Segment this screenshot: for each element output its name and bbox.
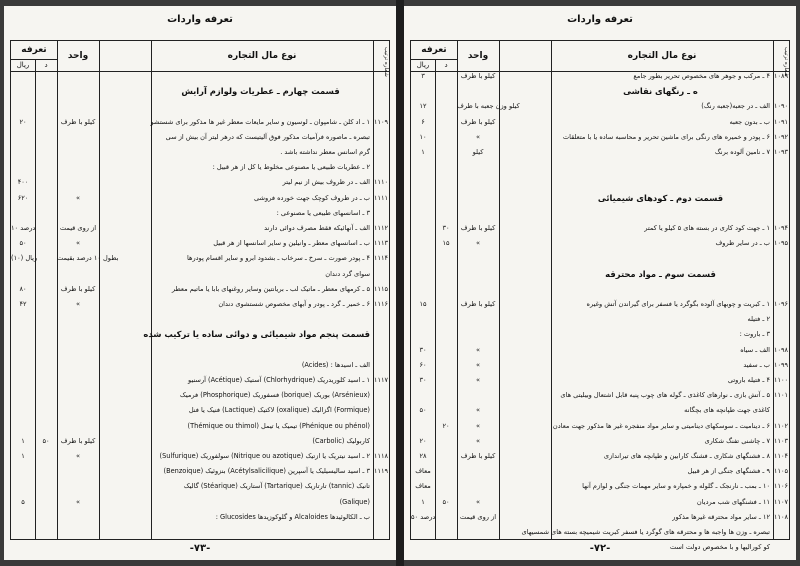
cell-num: ۱۱۱۶ <box>373 300 389 308</box>
table-row <box>411 314 789 325</box>
cell-dinar: ۱۵ <box>442 239 450 248</box>
cell-rial: ۵۰ <box>419 406 427 415</box>
cell-rial: ۳ <box>421 72 425 80</box>
cell-num: ۱۱۰۶ <box>773 482 789 491</box>
table-row <box>411 177 789 188</box>
table-row <box>11 299 389 310</box>
cell-unit: کیلو با ظرف <box>60 284 96 293</box>
table-row <box>11 421 389 432</box>
cell-desc: ۳ ـ باروت : <box>739 330 770 339</box>
cell-num: ۱۱۰۳ <box>773 436 789 445</box>
cell-num: ۱۱۰۰ <box>773 376 789 384</box>
cell-num: ۱۱۰۲ <box>773 421 789 430</box>
col-rial: ریال <box>16 61 30 69</box>
cell-num: ۱۰۹۶ <box>773 300 789 308</box>
table-row <box>411 451 789 462</box>
table-row <box>11 71 389 82</box>
col-desc: نوع مال التجاره <box>227 51 297 61</box>
cell-unit: کیلو با ظرف <box>460 224 496 232</box>
table-row <box>411 497 789 508</box>
cell-unit: کیلو با ظرف <box>460 72 496 80</box>
cell-num: ۱۱۱۴ <box>373 254 389 263</box>
cell-desc: (Phénique ou phénol) تیمیک یا تیمل (Thémique ou thimol) <box>187 421 370 430</box>
cell-rial: ۳۰ <box>419 376 427 384</box>
cell-desc: ۱ ـ جهت کود کاری در بسته های ۵ کیلو یا کمتر <box>644 224 770 232</box>
cell-rial: ۶ <box>421 117 425 126</box>
table-row <box>411 329 789 340</box>
table-row <box>411 345 789 356</box>
cell-unit: بطول ۱۰ درصد بقیمت <box>57 254 119 263</box>
cell-unit: « <box>475 132 481 141</box>
cell-desc: ۱۱ ـ فشنگهای شب مردیان <box>696 497 770 506</box>
cell-rial: ۱۲ <box>419 102 427 111</box>
table-row <box>411 132 789 143</box>
cell-rial: ۴۲ <box>19 300 27 308</box>
page-header: تعرفه واردات <box>567 14 633 25</box>
col-num: شماره ترتیب <box>783 47 789 77</box>
table-row <box>411 405 789 416</box>
cell-rial: ۱۰ درصد <box>11 224 36 232</box>
cell-num: ۱۰۹۱ <box>773 117 789 126</box>
table-row <box>11 390 389 401</box>
cell-desc: کاربولیک (Carbolic) <box>312 436 370 445</box>
table-row <box>411 238 789 249</box>
tariff-table <box>10 40 390 540</box>
table-row <box>11 512 389 523</box>
table-row <box>11 162 389 173</box>
cell-desc: ۵ ـ کرمهای معطر ـ ماتیک لب ـ بریانتین وسایر روغنهای بابا یا ماتیم معطر <box>171 284 370 293</box>
section-heading <box>411 86 789 97</box>
cell-desc: ۲ ـ فتیله <box>747 315 770 324</box>
cell-desc: (Formique) اگزالیک (oxalique) لاکتیک (Lactique) فنیک یا فنل <box>188 406 370 415</box>
table-row <box>411 162 789 173</box>
cell-num: ۱۱۰۵ <box>773 467 789 476</box>
cell-unit: « <box>475 406 481 415</box>
cell-desc: ب ـ بدون جعبه <box>729 117 770 126</box>
cell-unit: کیلو با ظرف <box>60 436 96 445</box>
cell-desc: الف ـ آنهائیکه فقط مصرف دوائی دارند <box>264 224 370 232</box>
col-tariff: تعرفه <box>21 45 47 55</box>
cell-desc: الف ـ اسیدها : (Acides) <box>301 360 370 369</box>
cell-num: ۱۱۰۸ <box>773 512 789 521</box>
table-row <box>411 299 789 310</box>
cell-desc: کو کورالیها و با مخصوص دولت است <box>669 543 770 552</box>
cell-desc: ۷ ـ نامین آلوده برنگ <box>714 148 770 156</box>
table-row <box>11 117 389 128</box>
table-row <box>11 314 389 325</box>
page-number: -۷۳- <box>189 543 211 554</box>
cell-unit: « <box>75 452 81 460</box>
table-row <box>411 223 789 234</box>
cell-rial: ۶۲۰ <box>17 193 29 202</box>
col-dinar: د <box>444 61 448 69</box>
cell-desc: ۱۰ ـ بمب ـ نارنجک ـ گلوله و خمپاره و سایر مهمات جنگی و لوازم آنها <box>582 482 770 491</box>
right-page <box>404 6 796 560</box>
cell-num: ۱۱۰۷ <box>773 497 789 506</box>
table-row <box>11 436 389 447</box>
cell-desc: تبصره ـ ماصوره فرآمیات مذکور فوق آلیتیست که درهر لیتر آن بیش از سی <box>165 132 370 141</box>
cell-dinar: ۵۰ <box>442 497 450 506</box>
page-number: -۷۲- <box>589 543 611 554</box>
cell-unit: کیلو <box>472 148 484 156</box>
cell-unit: « <box>75 239 81 248</box>
section-heading <box>411 269 789 280</box>
table-row <box>11 360 389 371</box>
cell-rial: ۸۰ <box>19 284 27 293</box>
table-row <box>411 512 789 523</box>
cell-desc: ۸ ـ فشنگهای شکاری ـ فشنگ کارابین و طپانچه های تیراندازی <box>603 452 770 460</box>
table-row <box>11 284 389 295</box>
table-row <box>11 223 389 234</box>
cell-desc: ۴ ـ مرکب و جوهر های مخصوص تحریر بطور جامع <box>633 72 770 80</box>
cell-rial: معاف <box>415 482 431 491</box>
cell-desc: ه ـ رنگهای نقاشی <box>623 86 698 97</box>
cell-desc: قسمت دوم ـ کودهای شیمیائی <box>597 192 724 203</box>
table-row <box>11 101 389 112</box>
cell-dinar: ۳۰ <box>442 224 450 232</box>
cell-unit: « <box>475 360 481 369</box>
cell-desc: ب ـ الکالوئیدها Alcaloides و گلوکوزیدها Glucosides : <box>215 512 370 521</box>
table-row <box>11 451 389 462</box>
cell-desc: ۳ ـ اسانسهای طبیعی یا مصنوعی : <box>276 208 370 217</box>
table-row <box>11 481 389 492</box>
cell-unit: « <box>75 193 81 202</box>
col-unit: واحد <box>67 51 89 61</box>
left-page <box>4 6 396 560</box>
table-row <box>11 208 389 219</box>
cell-unit: « <box>475 345 481 354</box>
cell-desc: کاغذی جهت طپانچه های بچگانه <box>684 406 770 415</box>
table-row <box>11 405 389 416</box>
cell-num: ۱۰۹۰ <box>773 102 789 111</box>
cell-desc: قسمت سوم ـ مواد محترقه <box>605 268 716 279</box>
cell-desc: ۲ ـ اسید نیتریک یا ازتیک (Nitrique ou azotique) سولفوریک (Sulfurique) <box>159 452 370 460</box>
table-rows <box>11 71 389 539</box>
cell-num: ۱۱۰۱ <box>773 391 789 400</box>
cell-rial: معاف <box>415 467 431 476</box>
cell-desc: ۳ ـ اسید سالیسیلیک یا آسپرین (Acétylsalicilique) بنزوئیک (Benzoique) <box>163 467 370 476</box>
cell-desc: ۶ ـ پودر و خمیره های رنگی برای ماشین تحریر و محاسبه ساده یا با متعلقات <box>562 132 770 141</box>
cell-unit: « <box>475 497 481 506</box>
cell-desc: ۵ ـ آتش بازی ـ نوارهای کاغذی ـ گوله های چوب پنبه قابل اشتعال وبیلیتی های <box>560 391 770 400</box>
table-row <box>411 147 789 158</box>
table-row <box>411 117 789 128</box>
table-row <box>11 497 389 508</box>
cell-num: ۱۰۹۹ <box>773 360 789 369</box>
cell-desc: قسمت پنجم مواد شیمیائی و دوائی ساده یا ترکیب شده <box>143 329 370 340</box>
cell-desc: ۲ ـ عطریات طبیعی یا مصنوعی مخلوط یا کل از هر قبیل : <box>212 163 370 172</box>
cell-num: ۱۱۰۴ <box>773 452 789 460</box>
cell-desc: (Arsénieux) بوریک (borique) فسفوریک (Phosphorique) فرمیک <box>179 391 370 400</box>
cell-num: ۱۰۹۳ <box>773 148 789 156</box>
cell-desc: ۱ ـ کبریت و چوبهای آلوده بگوگرد یا فسفر برای گیراندن آتش وغیره <box>586 300 770 308</box>
cell-rial: ۱۵ <box>419 300 427 308</box>
cell-desc: الف ـ سیاه <box>740 345 770 354</box>
cell-desc: گرم اسانس معطر نداشته باشد . <box>280 148 370 156</box>
cell-rial: ۱ <box>21 436 25 445</box>
cell-desc: تبصره ـ وزن ها واجبه ها و محترقه های گوگرد یا فسفر کبریت شیمیچه بسته های شمسیهای <box>521 528 770 536</box>
cell-desc: ۱۲ ـ سایر مواد محترقه غیرها مذکور <box>672 512 770 521</box>
cell-dinar: ۵۰ <box>42 436 50 445</box>
cell-unit: کیلو با ظرف <box>460 452 496 460</box>
cell-desc: ۶ ـ خمیر ـ گرد ـ پودر و آبهای مخصوص شستشوی دندان <box>218 300 370 308</box>
cell-desc: ب ـ در ظروف کوچک جهت خورده فروشی <box>253 193 370 202</box>
table-row <box>11 193 389 204</box>
cell-desc: ۴ ـ پودر صورت ـ سرخ ـ سرخاب ـ بشدود ابرو و سایر اقسام پودرها <box>186 254 370 263</box>
cell-rial: ۶۰ <box>419 360 427 369</box>
table-row <box>411 390 789 401</box>
cell-num: ۱۱۱۷ <box>373 376 389 384</box>
cell-rial: ۵۰ <box>19 239 27 248</box>
table-row <box>11 269 389 280</box>
cell-desc: سوای گرد دندان <box>325 269 370 278</box>
cell-unit: « <box>475 421 481 430</box>
cell-num: ۱۰۹۸ <box>773 345 789 354</box>
cell-unit: « <box>475 239 481 248</box>
cell-rial: ۳۰ <box>419 345 427 354</box>
cell-desc: قسمت چهارم ـ عطریات ولوازم آرایش <box>181 86 340 97</box>
cell-desc: (Galique) <box>339 497 370 506</box>
cell-desc: ۱ ـ اد کلن ـ شامپوان ـ لوسیون و سایر مایعات معطر غیر ها مذکور برای شستشو <box>150 117 370 126</box>
cell-desc: ب ـ اسانسهای معطر ـ وانیلین و سایر اسانسها از هر قبیل <box>213 239 370 248</box>
cell-rial: ۵ <box>21 497 25 506</box>
table-row <box>11 375 389 386</box>
cell-desc: الف ـ در جعبه(جعبه رنگ) <box>701 102 770 111</box>
cell-rial: (۱۰) ریال <box>11 254 38 263</box>
col-unit: واحد <box>467 51 489 61</box>
cell-num: ۱۱۱۵ <box>373 284 389 293</box>
col-num: شماره ترتیب <box>383 47 389 77</box>
table-row <box>11 345 389 356</box>
cell-unit: « <box>475 436 481 445</box>
book-gutter <box>396 0 404 566</box>
table-row <box>11 238 389 249</box>
cell-desc: الف ـ در ظروف بیش از نیم لیتر <box>282 178 370 187</box>
cell-num: ۱۱۱۳ <box>373 239 389 248</box>
cell-rial: ۱ <box>421 148 425 156</box>
cell-rial: ۱ <box>421 497 425 506</box>
col-tariff: تعرفه <box>421 45 447 55</box>
col-dinar: د <box>44 61 48 69</box>
cell-unit: از روی قیمت <box>459 512 497 521</box>
cell-unit: « <box>475 376 481 384</box>
cell-unit: کیلو با ظرف <box>60 117 96 126</box>
table-row <box>411 375 789 386</box>
cell-num: ۱۱۱۲ <box>373 224 389 232</box>
section-heading <box>11 86 389 97</box>
cell-num: ۱۰۸۹ <box>773 72 789 80</box>
cell-desc: ب ـ سفید <box>743 360 770 369</box>
table-row <box>411 360 789 371</box>
col-desc: نوع مال التجاره <box>627 51 697 61</box>
cell-rial: ۲۰ <box>419 436 427 445</box>
cell-desc: ۷ ـ چاشنی تفنگ شکاری <box>704 436 770 445</box>
table-row <box>411 71 789 82</box>
cell-desc: ۴ ـ فتیله باروتی <box>727 376 770 384</box>
cell-desc: ۶ ـ دینامیت ـ سوسکهای دینامیتی و سایر مواد منفجره غیر ها مذکور جهت معادن <box>552 421 770 430</box>
cell-unit: کیلو با ظرف <box>460 117 496 126</box>
table-row <box>11 132 389 143</box>
cell-num: ۱۱۱۱ <box>373 193 389 202</box>
cell-rial: ۴۰۰ <box>17 178 29 187</box>
table-row <box>411 436 789 447</box>
table-row <box>411 101 789 112</box>
cell-unit: « <box>75 300 81 308</box>
table-row <box>411 208 789 219</box>
table-row <box>411 527 789 538</box>
table-row <box>11 177 389 188</box>
table-row <box>411 466 789 477</box>
cell-rial: ۲۰ <box>19 117 27 126</box>
cell-unit: کیلو وزن جعبه با ظرف <box>457 102 520 111</box>
table-row <box>11 466 389 477</box>
table-row <box>411 421 789 432</box>
table-row <box>411 253 789 264</box>
page-header: تعرفه واردات <box>167 14 233 25</box>
cell-rial: ۲۸ <box>419 452 427 460</box>
cell-dinar: ۲۰ <box>442 421 450 430</box>
cell-num: ۱۰۹۵ <box>773 239 789 248</box>
table-row <box>411 481 789 492</box>
cell-unit: « <box>75 497 81 506</box>
cell-num: ۱۱۰۹ <box>373 117 389 126</box>
cell-rial: ۵۰ درصد <box>411 512 436 521</box>
cell-desc: ۹ ـ فشنگهای جنگی از هر قبیل <box>687 467 770 476</box>
cell-unit: کیلو با ظرف <box>460 300 496 308</box>
cell-num: ۱۰۹۴ <box>773 224 789 232</box>
table-row <box>411 284 789 295</box>
table-row <box>11 253 389 264</box>
section-heading <box>11 329 389 340</box>
cell-rial: ۱۰ <box>419 132 427 141</box>
cell-rial: ۱ <box>21 452 25 460</box>
cell-desc: تانیک (tannic) تارتاریک (Tartarique) آستاریک (Stéarique) گالیک <box>183 482 370 491</box>
cell-num: ۱۱۱۹ <box>373 467 389 476</box>
cell-desc: ب ـ در سایر ظروف <box>715 239 770 248</box>
cell-num: ۱۰۹۲ <box>773 132 789 141</box>
table-row <box>11 147 389 158</box>
col-rial: ریال <box>416 61 430 69</box>
cell-desc: ۱ ـ اسید کلوریدریک (Chlorhydrique) آستیک (Acétique) آرسنیو <box>188 376 370 384</box>
section-heading <box>411 193 789 204</box>
cell-num: ۱۱۱۰ <box>373 178 389 187</box>
cell-unit: از روی قیمت <box>59 224 97 232</box>
cell-num: ۱۱۱۸ <box>373 452 389 460</box>
